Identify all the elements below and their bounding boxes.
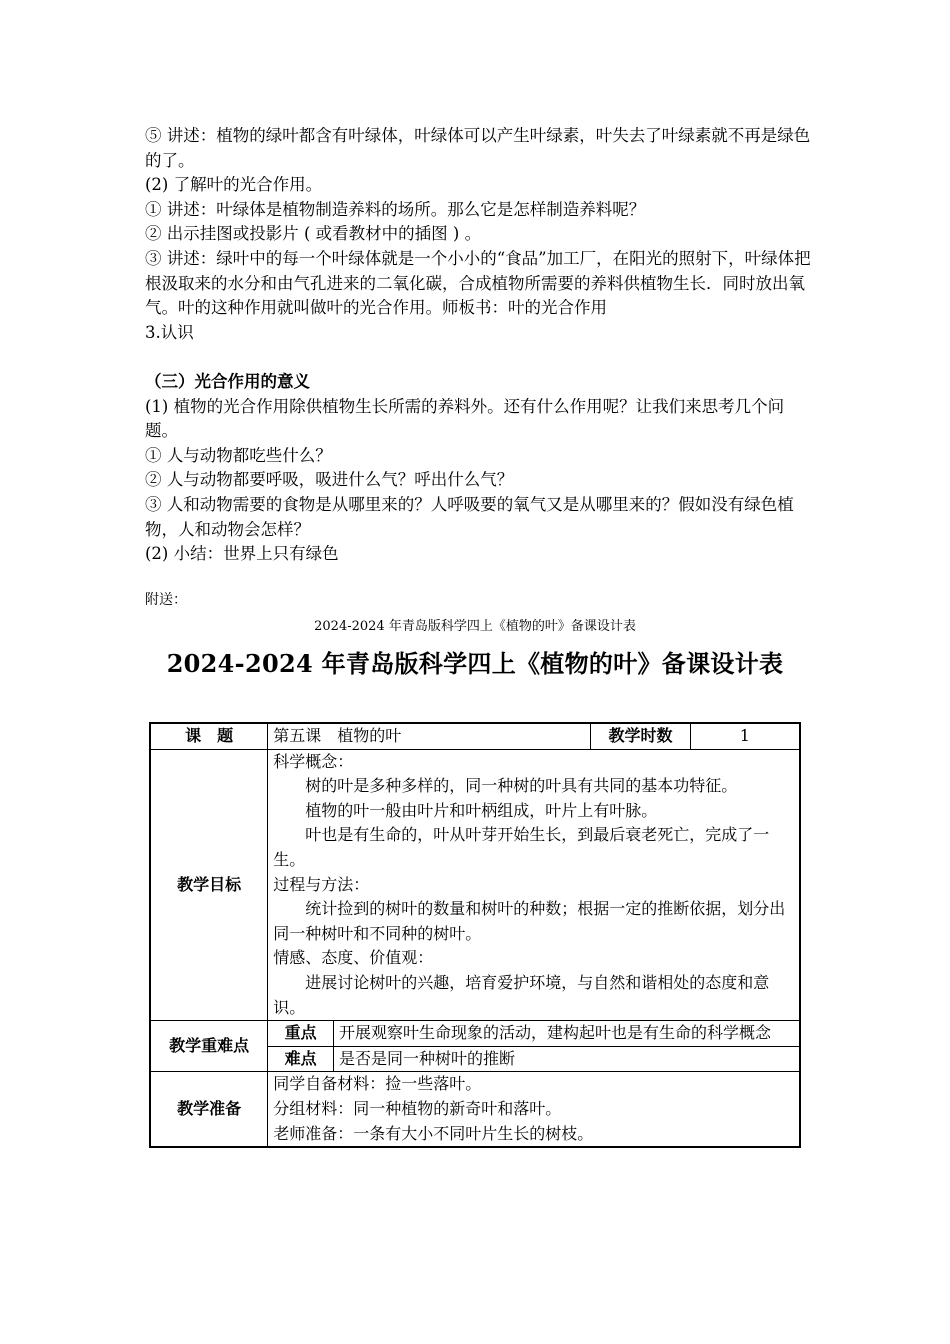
paragraph: ① 人与动物都吃些什么？ <box>145 445 332 465</box>
hard-point-label: 难点 <box>268 1046 334 1072</box>
key-point-text: 开展观察叶生命现象的活动，建构起叶也是有生命的科学概念 <box>334 1021 800 1047</box>
prep-content <box>268 1072 800 1147</box>
table-row <box>150 749 800 1021</box>
table-row <box>150 1021 800 1047</box>
lesson-name: 第五课 植物的叶 <box>268 723 591 749</box>
key-point-label: 重点 <box>268 1021 334 1047</box>
paragraph: ③ 人和动物需要的食物是从哪里来的？人呼吸要的氧气又是从哪里来的？假如没有绿色植物，人和动物会怎样？ <box>145 494 794 539</box>
goal-line: 树的叶是多种多样的，同一种树的叶具有共同的基本功特征。 <box>305 776 738 796</box>
hours-value: 1 <box>690 723 800 749</box>
paragraph: ② 人与动物都要呼吸，吸进什么气？呼出什么气？ <box>145 470 514 490</box>
prep-label: 教学准备 <box>150 1072 268 1147</box>
goals-content <box>268 749 800 1021</box>
paragraph: (2) 了解叶的光合作用。 <box>145 175 323 195</box>
lesson-body <box>145 124 815 567</box>
document-page <box>145 124 815 679</box>
paragraph: ③ 讲述：绿叶中的每一个叶绿体就是一个小小的“食品”加工厂，在阳光的照射下，叶绿体把根汲取来的水分和由气孔进来的二氧化碳，合成植物所需要的养料供植物生长．同时放出氧气。叶的这种作用就叫做叶的光合作用。师板书：叶的光合作用 <box>145 248 811 318</box>
goal-line: 统计捡到的树叶的数量和树叶的种数；根据一定的推断依据，划分出同一种树叶和不同种的树叶。 <box>273 899 786 943</box>
paragraph: (2) 小结：世界上只有绿色 <box>145 544 339 564</box>
table-row <box>150 723 800 749</box>
prep-line: 老师准备：一条有大小不同叶片生长的树枝。 <box>273 1123 594 1143</box>
goal-line: 科学概念： <box>273 751 354 771</box>
prep-line: 同学自备材料：捡一些落叶。 <box>273 1074 482 1094</box>
document-subtitle: 2024-2024 年青岛版科学四上《植物的叶》备课设计表 <box>314 618 636 634</box>
topic-label: 课 题 <box>150 723 268 749</box>
section-title: （三）光合作用的意义 <box>145 371 310 391</box>
prep-line: 分组材料：同一种植物的新奇叶和落叶。 <box>273 1098 562 1118</box>
difficulty-label: 教学重难点 <box>150 1021 268 1072</box>
appendix-label: 附送： <box>145 591 187 608</box>
paragraph: 3.认识 <box>145 322 194 342</box>
lesson-plan-table <box>149 722 801 1148</box>
goal-line: 情感、态度、价值观： <box>273 948 434 968</box>
hours-label: 教学时数 <box>591 723 691 749</box>
table-row <box>150 1072 800 1147</box>
goal-line: 进展讨论树叶的兴趣，培育爱护环境，与自然和谐相处的态度和意识。 <box>273 972 770 1017</box>
goal-line: 叶也是有生命的，叶从叶芽开始生长，到最后衰老死亡，完成了一生。 <box>273 825 770 869</box>
paragraph: (1) 植物的光合作用除供植物生长所需的养料外。还有什么作用呢？让我们来思考几个问题。 <box>145 396 785 441</box>
hard-point-text: 是否是同一种树叶的推断 <box>334 1046 800 1072</box>
goal-line: 植物的叶一般由叶片和叶柄组成，叶片上有叶脉。 <box>305 800 658 820</box>
paragraph: ⑤ 讲述：植物的绿叶都含有叶绿体，叶绿体可以产生叶绿素，叶失去了叶绿素就不再是绿色的了。 <box>145 126 811 170</box>
document-title: 2024-2024 年青岛版科学四上《植物的叶》备课设计表 <box>166 648 784 678</box>
paragraph: ② 出示挂图或投影片 ( 或看教材中的插图 ) 。 <box>145 224 482 244</box>
paragraph: ① 讲述：叶绿体是植物制造养料的场所。那么它是怎样制造养料呢？ <box>145 199 646 219</box>
goal-line: 过程与方法： <box>273 874 370 894</box>
goals-label: 教学目标 <box>150 749 268 1021</box>
